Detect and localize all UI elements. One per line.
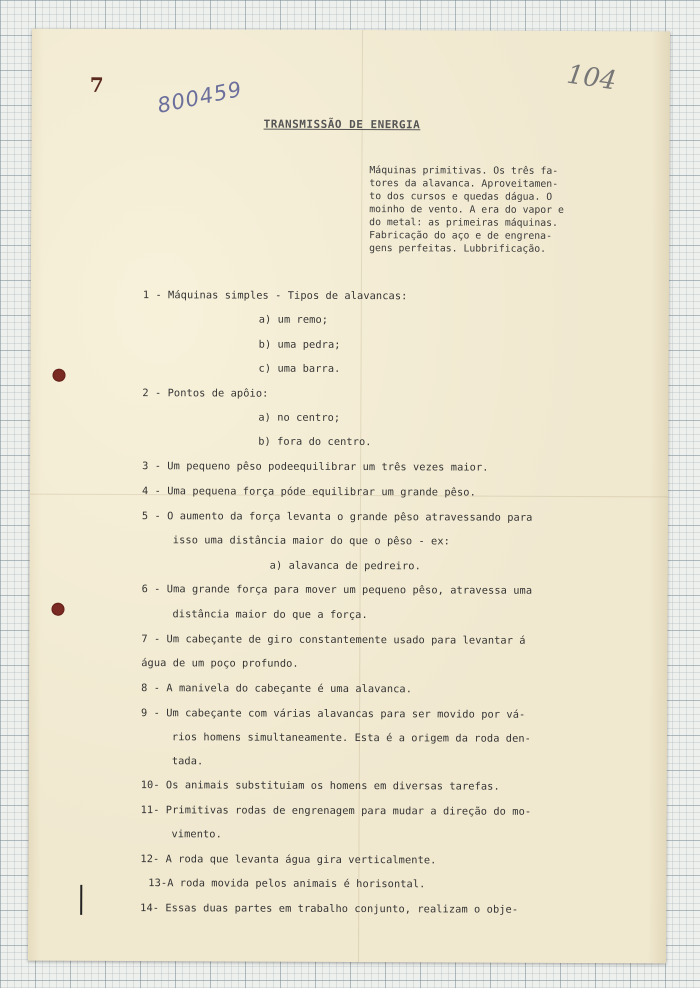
text-line: b) fora do centro. <box>258 435 372 449</box>
text-line: a) alavanca de pedreiro. <box>269 559 421 573</box>
margin-mark: 7 <box>89 72 104 97</box>
text-line: 8 - A manivela do cabeçante é uma alavanca. <box>141 682 413 696</box>
text-line: rios homens simultaneamente. Esta é a origem da roda den- <box>171 731 532 745</box>
text-line: a) um remo; <box>258 313 329 326</box>
punch-hole-top <box>52 369 65 382</box>
text-line: água de um poço profundo. <box>141 657 299 670</box>
text-line: a) no centro; <box>258 411 341 424</box>
text-line: isso uma distância maior do que o pêso - ex: <box>172 534 451 548</box>
text-line: 12- A roda que levanta água gira verticalmente. <box>140 853 437 867</box>
document-title: TRANSMISSÃO DE ENERGIA <box>263 117 421 132</box>
summary-paragraph: Máquinas primitivas. Os três fa- tores da alavanca. Aproveitamen- to dos cursos e quedas dágua. O moinho de vento. A era do vapor e do metal: as primeiras máquinas. Fabricação do aço e de engrena- gens perfeitas. Lubbrificação. <box>369 165 564 255</box>
text-line: 5 - O aumento da força levanta o grande pêso atravessando para <box>141 510 533 524</box>
text-line: 13-A roda movida pelos animais é horisontal. <box>148 877 426 891</box>
text-line: 10- Os animais substituiam os homens em diversas tarefas. <box>140 779 500 793</box>
document-page <box>28 29 670 964</box>
punch-hole-bottom <box>51 603 64 616</box>
text-line: 9 - Um cabeçante com várias alavancas para ser movido por vá- <box>141 707 526 721</box>
text-line: 11- Primitivas rodas de engrenagem para mudar a direção do mo- <box>140 804 532 818</box>
text-line: 6 - Uma grande força para mover um pequeno pêso, atravessa uma <box>141 583 533 597</box>
text-line: vimento. <box>171 828 222 841</box>
text-line: b) uma pedra; <box>258 338 341 351</box>
text-line: 7 - Um cabeçante de giro constantemente usado para levantar á <box>141 633 526 647</box>
text-line: 2 - Pontos de apôio: <box>142 387 269 400</box>
text-line: 1 - Máquinas simples - Tipos de alavancas: <box>142 289 408 303</box>
text-line: distância maior do que a força. <box>172 608 368 622</box>
corner-handwritten-mark: 104 <box>564 59 619 97</box>
text-line: c) uma barra. <box>258 362 341 375</box>
text-line: 4 - Uma pequena força póde equilibrar um grande pêso. <box>141 485 476 499</box>
text-line: 14- Essas duas partes em trabalho conjunto, realizam o obje- <box>140 902 519 916</box>
margin-tick-mark <box>80 885 82 915</box>
catalog-number: 800459 <box>155 76 245 118</box>
text-line: 3 - Um pequeno pêso podeequilibrar um três vezes maior. <box>142 460 489 474</box>
text-line: tada. <box>171 755 204 768</box>
